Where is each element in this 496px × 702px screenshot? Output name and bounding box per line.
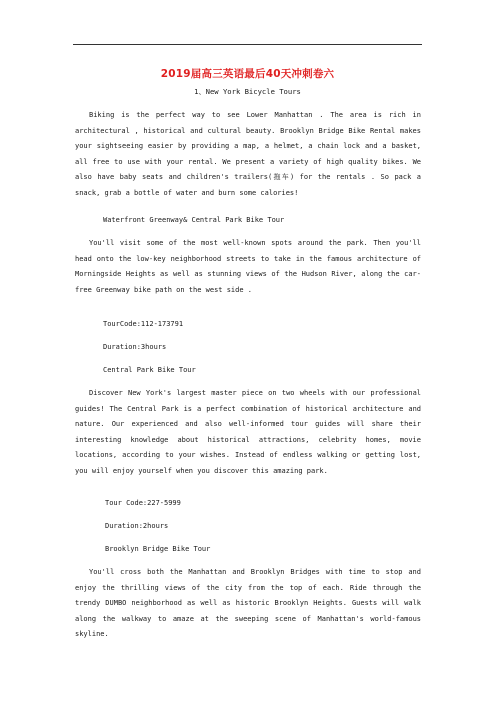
header-rule <box>73 44 422 45</box>
tour1-duration: Duration:3hours <box>103 343 167 351</box>
tour3-description: You'll cross both the Manhattan and Brooklyn Bridges with time to stop and enjoy the thrilling views of the city from the top of each. Ride through the trendy DUMBO neighborhood as well as historic Brooklyn Heights. Guests will walk along the walkway to amaze at the sweeping scene of Manhattan's world-famous skyline. <box>75 568 421 638</box>
tour2-name: Central Park Bike Tour <box>103 366 196 374</box>
tour1-code: TourCode:112-173791 <box>103 320 184 328</box>
document-title: 2019届高三英语最后40天冲刺卷六 <box>160 68 335 80</box>
tour2-duration: Duration:2hours <box>105 522 169 530</box>
tour1-name: Waterfront Greenway& Central Park Bike Tour <box>103 216 285 224</box>
tour2-description: Discover New York's largest master piece on two wheels with our professional guides! The Central Park is a perfect combination of historical architecture and nature. Our experienced and also well-informed tour guides will share their interesting knowledge about historical attractions, celebrity homes, movie locations, according to your wishes. Instead of endless walking or getting lost, you will enjoy yourself when you discover this amazing park. <box>75 389 421 475</box>
tour2-code: Tour Code:227-5999 <box>105 499 181 507</box>
intro-paragraph: Biking is the perfect way to see Lower Manhattan . The area is rich in architectural , historical and cultural beauty. Brooklyn Bridge Bike Rental makes your sightseeing easier by providing a map, a helmet, a chain lock and a basket, all free to use with your rental. We present a variety of high quality bikes. We also have baby seats and children's trailers(拖车) for the rentals . So pack a snack, grab a bottle of water and burn some calories! <box>75 111 421 197</box>
tour3-name: Brooklyn Bridge Bike Tour <box>105 545 211 553</box>
tour1-description: You'll visit some of the most well-known spots around the park. Then you'll head onto the low-key neighborhood streets to take in the famous architecture of Morningside Heights as well as stunning views of the Hudson River, along the car-free Greenway bike path on the west side . <box>75 239 421 294</box>
passage-heading: 1、New York Bicycle Tours <box>194 87 301 96</box>
